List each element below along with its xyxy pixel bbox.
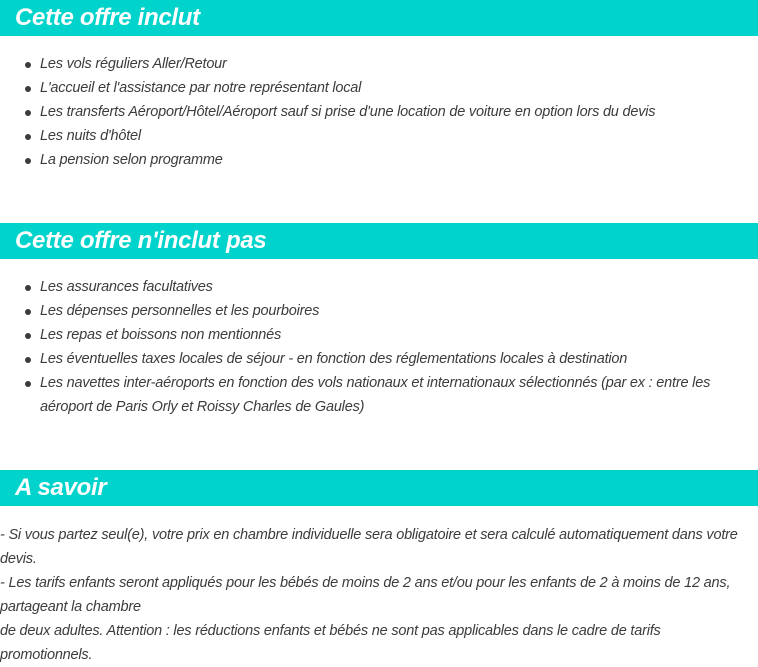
info-line: - Si vous partez seul(e), votre prix en chambre individuelle sera obligatoire et sera calculé automatiquement dans votre devis. — [0, 527, 738, 567]
bullet-icon — [25, 309, 31, 315]
list-item: L'accueil et l'assistance par notre représentant local — [0, 76, 758, 100]
section-included — [0, 0, 758, 172]
list-item: Les dépenses personnelles et les pourboires — [0, 299, 758, 323]
list-item: La pension selon programme — [0, 148, 758, 172]
included-list — [0, 52, 758, 172]
list-item: Les nuits d'hôtel — [0, 124, 758, 148]
section-header-included: Cette offre inclut — [0, 0, 758, 36]
bullet-icon — [25, 357, 31, 363]
bullet-icon — [25, 333, 31, 339]
list-item: Les transferts Aéroport/Hôtel/Aéroport sauf si prise d'une location de voiture en option lors du devis — [0, 100, 758, 124]
list-item: Les éventuelles taxes locales de séjour - en fonction des réglementations locales à destination — [0, 347, 758, 371]
bullet-icon — [25, 110, 31, 116]
info-paragraph — [0, 523, 758, 667]
list-item: Les repas et boissons non mentionnés — [0, 323, 758, 347]
list-item: Les vols réguliers Aller/Retour — [0, 52, 758, 76]
list-item: Les navettes inter-aéroports en fonction des vols nationaux et internationaux sélectionnés (par ex : entre les aéroport de Paris Orly et Roissy Charles de Gaules) — [0, 371, 758, 419]
bullet-icon — [25, 62, 31, 68]
excluded-list — [0, 275, 758, 419]
bullet-icon — [25, 158, 31, 164]
section-info — [0, 470, 758, 667]
bullet-icon — [25, 381, 31, 387]
section-excluded — [0, 223, 758, 419]
info-line: de deux adultes. Attention : les réductions enfants et bébés ne sont pas applicables dans le cadre de tarifs promotionnels. — [0, 623, 661, 663]
bullet-icon — [25, 86, 31, 92]
section-header-excluded: Cette offre n'inclut pas — [0, 223, 758, 259]
section-header-info: A savoir — [0, 470, 758, 506]
bullet-icon — [25, 134, 31, 140]
bullet-icon — [25, 285, 31, 291]
list-item: Les assurances facultatives — [0, 275, 758, 299]
info-line: - Les tarifs enfants seront appliqués pour les bébés de moins de 2 ans et/ou pour les enfants de 2 à moins de 12 ans, partageant la chambre — [0, 575, 731, 615]
